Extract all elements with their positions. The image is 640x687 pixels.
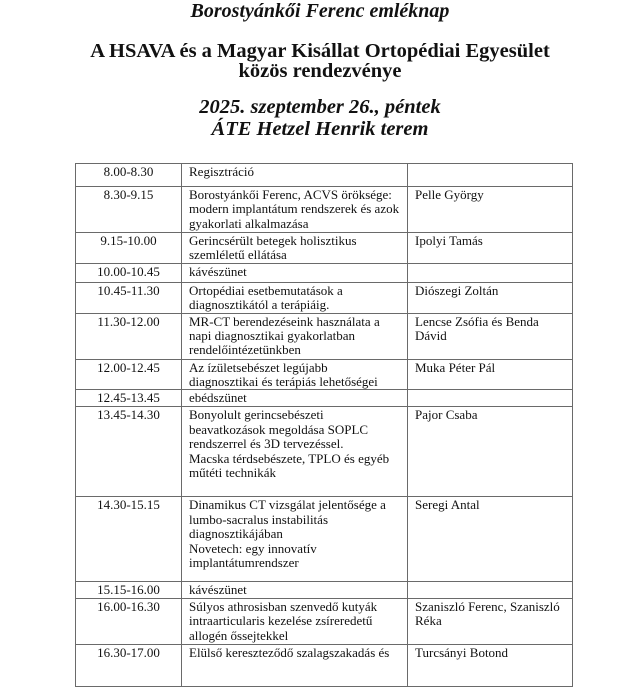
- schedule-row: [76, 582, 573, 598]
- organizers-line-1: A HSAVA és a Magyar Kisállat Ortopédiai Egyesület: [90, 40, 550, 62]
- topic-cell: [182, 313, 408, 359]
- topic-cell: [182, 407, 408, 497]
- speaker-cell: [408, 164, 573, 187]
- schedule-row: [76, 313, 573, 359]
- topic-cell: [182, 282, 408, 313]
- time-cell: 16.30-17.00: [76, 644, 182, 686]
- schedule-row: [76, 359, 573, 390]
- topic-cell: [182, 164, 408, 187]
- topic-text: Gerincsérült betegek holisztikus szemléletű ellátása: [189, 233, 357, 263]
- event-title: Borostyánkői Ferenc emléknap: [190, 0, 450, 22]
- time-cell: 12.45-13.45: [76, 390, 182, 407]
- speaker-cell: [408, 263, 573, 282]
- speaker-cell: Pajor Csaba: [408, 407, 573, 497]
- speaker-cell: [408, 390, 573, 407]
- time-cell: 16.00-16.30: [76, 598, 182, 644]
- schedule-row: [76, 282, 573, 313]
- topic-text: Ortopédiai esetbemutatások a diagnosztikától a terápiáig.: [189, 282, 343, 313]
- topic-cell: [182, 390, 408, 407]
- time-cell: 11.30-12.00: [76, 313, 182, 359]
- time-cell: 9.15-10.00: [76, 233, 182, 264]
- schedule-body: [76, 164, 573, 687]
- time-cell: 10.45-11.30: [76, 282, 182, 313]
- schedule-row: [76, 187, 573, 233]
- topic-text: Borostyánkői Ferenc, ACVS öröksége: modern implantátum rendszerek és azok gyakorlati alkalmazása: [189, 187, 400, 231]
- speaker-cell: Muka Péter Pál: [408, 359, 573, 390]
- schedule-row: [76, 598, 573, 644]
- topic-cell: [182, 598, 408, 644]
- time-cell: 12.00-12.45: [76, 359, 182, 390]
- topic-text: MR-CT berendezéseink használata a napi diagnosztikai gyakorlatban rendelőintézetünkben: [189, 313, 380, 358]
- schedule-row: [76, 164, 573, 187]
- speaker-cell: Szaniszló Ferenc, Szaniszló Réka: [408, 598, 573, 644]
- schedule-row: [76, 233, 573, 264]
- topic-cell: [182, 582, 408, 598]
- topic-cell: [182, 233, 408, 264]
- topic-cell: [182, 497, 408, 582]
- time-cell: 14.30-15.15: [76, 497, 182, 582]
- organizers-line-2: közös rendezvénye: [238, 60, 402, 82]
- speaker-cell: Seregi Antal: [408, 497, 573, 582]
- topic-cell: [182, 644, 408, 686]
- schedule-row: [76, 644, 573, 686]
- topic-text: Dinamikus CT vizsgálat jelentősége a lumbo-sacralus instabilitás diagnosztikájában: [189, 497, 386, 542]
- topic-text: Elülső kereszteződő szalagszakadás és: [189, 644, 390, 660]
- topic-cell: [182, 359, 408, 390]
- schedule-row: [76, 263, 573, 282]
- speaker-cell: [408, 582, 573, 598]
- topic-cell: [182, 263, 408, 282]
- schedule-row: [76, 390, 573, 407]
- topic-text: Az ízületsebészet legújabb diagnosztikai és terápiás lehetőségei: [189, 359, 378, 390]
- time-cell: 10.00-10.45: [76, 263, 182, 282]
- topic-text: kávészünet: [189, 582, 247, 598]
- topic-text: Macska térdsebészete, TPLO és egyéb műtéti technikák: [189, 450, 390, 481]
- schedule-row: [76, 407, 573, 497]
- time-cell: 8.30-9.15: [76, 187, 182, 233]
- time-cell: 13.45-14.30: [76, 407, 182, 497]
- speaker-cell: Pelle György: [408, 187, 573, 233]
- speaker-cell: Lencse Zsófia és Benda Dávid: [408, 313, 573, 359]
- event-venue: ÁTE Hetzel Henrik terem: [211, 118, 429, 140]
- speaker-cell: Diószegi Zoltán: [408, 282, 573, 313]
- topic-text: Bonyolult gerincsebészeti beavatkozások megoldása SOPLC rendszerrel és 3D tervezéssel.: [189, 407, 369, 452]
- topic-cell: [182, 187, 408, 233]
- schedule-row: [76, 497, 573, 582]
- topic-text: Regisztráció: [189, 164, 254, 179]
- time-cell: 15.15-16.00: [76, 582, 182, 598]
- topic-text: ebédszünet: [189, 390, 247, 406]
- speaker-cell: Turcsányi Botond: [408, 644, 573, 686]
- topic-text: Novetech: egy innovatív implantátumrendszer: [189, 540, 317, 571]
- time-cell: 8.00-8.30: [76, 164, 182, 187]
- topic-text: Súlyos athrosisban szenvedő kutyák intraarticularis kezelése zsíreredetű allogén őssejtekkel: [189, 598, 378, 643]
- schedule-table: [75, 163, 573, 687]
- topic-text: kávészünet: [189, 263, 247, 279]
- speaker-cell: Ipolyi Tamás: [408, 233, 573, 264]
- event-date: 2025. szeptember 26., péntek: [199, 96, 441, 118]
